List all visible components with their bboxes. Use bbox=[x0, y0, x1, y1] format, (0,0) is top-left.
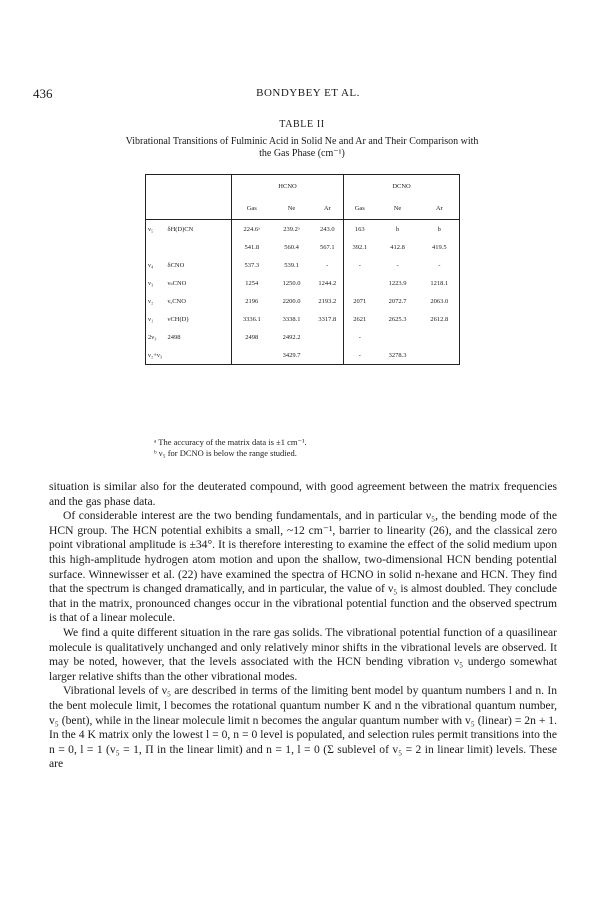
table-cell: 3429.7 bbox=[282, 351, 301, 359]
table-cell bbox=[376, 328, 420, 346]
body-text bbox=[49, 480, 557, 772]
column-header: Ar bbox=[420, 197, 460, 220]
mode-label bbox=[146, 238, 166, 256]
mode-label: ν₁ bbox=[146, 310, 166, 328]
mode-label: ν₄ bbox=[146, 256, 166, 274]
column-header: Gas bbox=[232, 197, 272, 220]
column-header-blank bbox=[146, 197, 232, 220]
table-cell: 419.5 bbox=[420, 238, 460, 256]
paragraph: We find a quite different situation in the rare gas solids. The vibrational potential function of a quasilinear molecule is qualitatively unchanged and only relatively minor shifts in the vibrational levels are observed. It may be noted, however, that the levels associated with the HCN bending vibration ν₅ undergo somewhat larger relative shifts than the other vibrational modes. bbox=[49, 625, 557, 683]
mode-description: δCNO bbox=[167, 261, 185, 269]
group-header-dcno: DCNO bbox=[344, 175, 460, 198]
table-cell: 2612.8 bbox=[420, 310, 460, 328]
table-cell: 3317.8 bbox=[318, 315, 337, 323]
table-cell bbox=[344, 274, 376, 292]
table-cell: 2063.0 bbox=[420, 292, 460, 310]
table-cell: 3338.1 bbox=[282, 315, 301, 323]
table-cell: 2498 bbox=[232, 328, 272, 346]
table-cell: 3336.1 bbox=[232, 310, 272, 328]
table-cell: 2072.7 bbox=[388, 297, 407, 305]
table-cell: 560.4 bbox=[284, 243, 299, 251]
table-cell: 2193.2 bbox=[318, 297, 337, 305]
column-header: Gas bbox=[344, 197, 376, 220]
table-row bbox=[146, 238, 460, 256]
table-cell: 537.3 bbox=[232, 256, 272, 274]
table-cell bbox=[420, 328, 460, 346]
table-cell: - bbox=[344, 328, 376, 346]
table-cell: - bbox=[326, 261, 329, 269]
column-header: Ne bbox=[393, 204, 402, 212]
mode-description bbox=[166, 238, 232, 256]
table-row bbox=[146, 346, 460, 365]
table-cell: 3278.3 bbox=[388, 351, 407, 359]
table-cell: 2492.2 bbox=[282, 333, 301, 341]
table-cell: 239.2ᵃ bbox=[283, 225, 300, 233]
table-footnotes bbox=[154, 437, 307, 459]
page-header bbox=[33, 86, 583, 102]
table-row bbox=[146, 220, 460, 239]
paragraph: Vibrational levels of ν₅ are described in terms of the limiting bent model by quantum numbers l and n. In the bent molecule limit, l becomes the rotational quantum number K and n the vibrational quantum number, v₅ (bent), while in the linear molecule limit n becomes the angular quantum number with v₅ (linear) = 2n + 1. In the 4 K matrix only the lowest l = 0, n = 0 level is populated, and selection rules permit transitions into the n = 0, l = 1 (v₅ = 1, Π in the linear limit) and n = 1, l = 0 (Σ sublevel of v₅ = 2 in linear limit) levels. These are bbox=[49, 684, 557, 771]
mode-label: ν₂ bbox=[146, 292, 166, 310]
page-number: 436 bbox=[33, 86, 53, 101]
table-row bbox=[146, 274, 460, 292]
table-cell: 1218.1 bbox=[420, 274, 460, 292]
table-body bbox=[146, 220, 460, 365]
table-cell: 567.1 bbox=[319, 243, 335, 251]
mode-description: 2498 bbox=[167, 333, 181, 341]
mode-label: ν₅ bbox=[146, 220, 166, 239]
table-cell: b bbox=[420, 220, 460, 239]
table-cell: 539.1 bbox=[284, 261, 299, 269]
mode-label: ν₃ bbox=[146, 274, 166, 292]
table-cell: - bbox=[396, 261, 399, 269]
table-cell: 163 bbox=[344, 220, 376, 239]
table-cell: 2071 bbox=[344, 292, 376, 310]
table-cell: 2200.0 bbox=[282, 297, 301, 305]
table-cell: - bbox=[344, 256, 376, 274]
paragraph: situation is similar also for the deuterated compound, with good agreement between the matrix frequencies and the gas phase data. bbox=[49, 480, 557, 508]
table-cell: 1223.9 bbox=[388, 279, 407, 287]
mode-description: νₛCNO bbox=[167, 280, 187, 287]
table-cell: 243.0 bbox=[319, 225, 335, 233]
table-cell: 224.6ᵃ bbox=[232, 220, 272, 239]
table-caption: Vibrational Transitions of Fulminic Acid in Solid Ne and Ar and Their Comparison with the Gas Phase (cm⁻¹) bbox=[125, 136, 479, 159]
paragraph: Of considerable interest are the two bending fundamentals, and in particular ν₅, the bending mode of the HCN group. The HCN potential exhibits a small, ~12 cm⁻¹, barrier to linearity (26), and the classical zero point vibrational amplitude is ±34°. It is therefore interesting to examine the effect of the solid medium upon this high-amplitude hydrogen atom motion and upon the shallow, two-dimensional HCN bending potential surface. Winnewisser et al. (22) have examined the spectra of HCNO in solid n-hexane and HCN. They find that the spectrum is changed dramatically, and in particular, the value of ν₅ is almost doubled. They conclude that in the matrix, pronounced changes occur in the vibrational potential function and the observed spectrum is that of a linear molecule. bbox=[49, 509, 557, 625]
group-header-hcno: HCNO bbox=[232, 175, 344, 198]
table-cell: - bbox=[344, 346, 376, 365]
mode-label: ν₂+ν₃ bbox=[146, 346, 166, 365]
table-cell: 2625.3 bbox=[388, 315, 407, 323]
mode-description: δH(D)CN bbox=[167, 225, 194, 233]
table-cell: - bbox=[420, 256, 460, 274]
table-cell bbox=[232, 346, 272, 365]
vibrational-table bbox=[145, 174, 460, 365]
table-corner bbox=[146, 175, 232, 198]
running-head: BONDYBEY ET AL. bbox=[256, 87, 360, 99]
table-cell: 541.8 bbox=[232, 238, 272, 256]
table-cell: 2621 bbox=[344, 310, 376, 328]
table-cell: 1244.2 bbox=[318, 279, 337, 287]
table-cell: 412.8 bbox=[390, 243, 405, 251]
footnote-a: ᵃ The accuracy of the matrix data is ±1 cm⁻¹. bbox=[154, 437, 307, 447]
table-cell: 1250.0 bbox=[282, 279, 301, 287]
mode-description: νCH(D) bbox=[167, 315, 189, 323]
footnote-b: ᵇ ν₅ for DCNO is below the range studied. bbox=[154, 448, 297, 458]
table-row bbox=[146, 328, 460, 346]
table-cell: b bbox=[395, 225, 400, 233]
table-row bbox=[146, 292, 460, 310]
table-cell: 392.1 bbox=[344, 238, 376, 256]
column-header: Ar bbox=[323, 204, 331, 212]
table-cell bbox=[312, 328, 344, 346]
table-cell bbox=[420, 346, 460, 365]
table-cell: 1254 bbox=[232, 274, 272, 292]
table-row bbox=[146, 310, 460, 328]
column-header: Ne bbox=[287, 204, 296, 212]
mode-description: νₐCNO bbox=[167, 297, 186, 305]
table-row bbox=[146, 256, 460, 274]
mode-description bbox=[166, 346, 232, 365]
table-cell bbox=[312, 346, 344, 365]
table-cell: 2196 bbox=[232, 292, 272, 310]
mode-label: 2ν₃ bbox=[146, 328, 166, 346]
table-label: TABLE II bbox=[279, 119, 325, 130]
